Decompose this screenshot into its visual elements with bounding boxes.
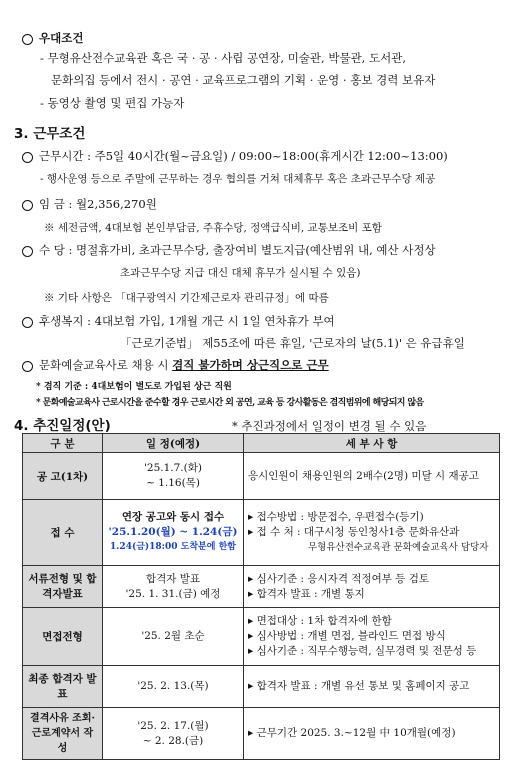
date-line: 1.24(금)18:00 도착분에 한함 (110, 542, 236, 552)
row-label: 최종 합격자 발 표 (23, 666, 103, 708)
header-category: 구 분 (23, 434, 103, 453)
row-label: 면접전형 (23, 608, 103, 666)
row-date (103, 500, 244, 566)
schedule-heading: 4. 추진일정(안) (14, 418, 111, 434)
work-dual-prefix: 문화예술교육사로 채용 시 (39, 358, 173, 372)
work-wage-note: ※ 세전금액, 4대보험 본인부담금, 주휴수당, 정액급식비, 교통보조비 포함 (44, 222, 382, 234)
detail-line: ▸ 심사기준 : 직무수행능력, 실무경력 및 전문성 등 (248, 645, 477, 657)
row-detail (244, 500, 500, 566)
work-allowance-text: 수 당 : 명절휴가비, 초과근무수당, 출장여비 별도지급(예산범위 내, 예산 사정상 (39, 243, 436, 257)
pref-line-3: - 동영상 촬영 및 편집 가능자 (40, 96, 185, 110)
work-hours-note: - 행사운영 등으로 주말에 근무하는 경우 협의를 거쳐 대체휴무 혹은 초과근무수당 제공 (40, 173, 436, 185)
row-date (103, 708, 244, 760)
detail-line: ▸ 심사기준 : 응시자격 적정여부 등 검토 (248, 572, 429, 585)
schedule-note: * 추진과정에서 일정이 변경 될 수 있음 (232, 419, 427, 433)
table-row (23, 666, 500, 708)
work-hours (22, 148, 448, 164)
row-detail (244, 666, 500, 708)
row-date (103, 566, 244, 608)
detail-line: 무형유산전수교육관 문화예술교육사 담당자 (308, 542, 489, 553)
detail-line: ▸ 합격자 발표 : 개별 유선 통보 및 홈페이지 공고 (248, 680, 470, 692)
bullet-circle-icon (22, 34, 33, 45)
date-line: '25. 1. 31.(금) 예정 (125, 587, 221, 600)
row-label: 결격사유 조회· 근로계약서 작성 (23, 708, 103, 760)
date-line: '25. 2. 17.(월) (137, 719, 209, 732)
bullet-circle-icon (22, 152, 33, 163)
pref-line-1: - 무형유산전수교육관 혹은 국 · 공 · 사립 공연장, 미술관, 박물관, 도서관, (40, 51, 406, 65)
pref-line-2: 문화의집 등에서 전시 · 공연 · 교육프로그램의 기획 · 운영 · 홍보 경력 보유자 (51, 73, 436, 87)
bullet-circle-icon (22, 246, 33, 257)
work-dual-note-1: * 겸직 기준 : 4대보험이 별도로 가입된 상근 직원 (36, 382, 232, 392)
work-welfare (22, 313, 335, 329)
date-line: '25. 2월 초순 (141, 630, 205, 642)
work-dual-note-2: * 문화예술교육사 근로시간을 준수할 경우 근로시간 외 공연, 교육 등 강사활동은 겸직범위에 해당되지 않음 (36, 398, 424, 408)
row-label: 공 고(1차) (23, 453, 103, 500)
row-detail (244, 566, 500, 608)
table-row (23, 608, 500, 666)
bullet-circle-icon (22, 361, 33, 372)
table-row (23, 500, 500, 566)
work-welfare-text: 후생복지 : 4대보험 가입, 1개월 개근 시 1일 연차휴가 부여 (39, 314, 335, 328)
row-label: 서류전형 및 합격자발표 (23, 566, 103, 608)
detail-line: ▸ 접수방법 : 방문접수, 우편접수(등기) (248, 511, 424, 523)
work-heading: 3. 근무조건 (14, 126, 86, 142)
date-line: '25. 2. 13.(목) (137, 680, 209, 692)
row-date (103, 608, 244, 666)
table-row (23, 453, 500, 500)
work-allowance-cont: 초과근무수당 지급 대신 대체 휴무가 실시될 수 있음) (120, 267, 361, 279)
date-line: 합격자 발표 (145, 572, 201, 585)
row-label: 접 수 (23, 500, 103, 566)
header-date: 일 정(예정) (103, 434, 244, 453)
work-dual (22, 357, 329, 373)
table-row (23, 566, 500, 608)
work-hours-text: 근무시간 : 주5일 40시간(월~금요일) / 09:00~18:00(휴게시간 12:00~13:00) (39, 149, 448, 163)
date-line: ~ 2. 28.(금) (142, 734, 204, 747)
date-line: '25.1.7.(화) (144, 462, 202, 474)
pref-title: 우대조건 (39, 31, 84, 45)
bullet-circle-icon (22, 200, 33, 211)
row-detail (244, 708, 500, 760)
date-line: '25.1.20(월) ~ 1.24(금) (108, 526, 238, 538)
detail-line: ▸ 심사방법 : 개별 면접, 블라인드 면접 방식 (248, 630, 446, 642)
bullet-circle-icon (22, 317, 33, 328)
work-welfare-cont: 「근로기준법」 제55조에 따른 휴일, '근로자의 날(5.1)' 은 유급휴일 (120, 336, 465, 350)
detail-line: 응시인원이 채용인원의 2배수(2명) 미달 시 재공고 (248, 469, 479, 482)
work-allowance (22, 242, 436, 258)
header-detail: 세 부 사 항 (244, 434, 500, 453)
row-detail (244, 608, 500, 666)
work-wage (22, 196, 157, 212)
schedule-table (22, 433, 500, 760)
detail-line: ▸ 접 수 처 : 대구시청 동인청사1층 문화유산과 (248, 526, 460, 538)
row-date (103, 453, 244, 500)
detail-line: ▸ 근무기간 2025. 3.~12월 中 10개월(예정) (248, 727, 456, 739)
work-etc-note: ※ 기타 사항은 「대구광역시 기간제근로자 관리규정」에 따름 (44, 292, 329, 304)
detail-line: ▸ 합격자 발표 : 개별 통지 (248, 587, 365, 600)
table-header-row (23, 434, 500, 453)
date-line: 연장 공고와 동시 접수 (121, 511, 225, 523)
pref-section (22, 30, 83, 46)
date-line: ~ 1.16(목) (146, 477, 200, 489)
row-detail (244, 453, 500, 500)
work-dual-emphasis: 겸직 불가하며 상근직으로 근무 (172, 358, 329, 372)
table-row (23, 708, 500, 760)
work-wage-text: 임 금 : 월2,356,270원 (39, 197, 157, 211)
row-date (103, 666, 244, 708)
detail-line: ▸ 면접대상 : 1차 합격자에 한함 (248, 615, 392, 627)
